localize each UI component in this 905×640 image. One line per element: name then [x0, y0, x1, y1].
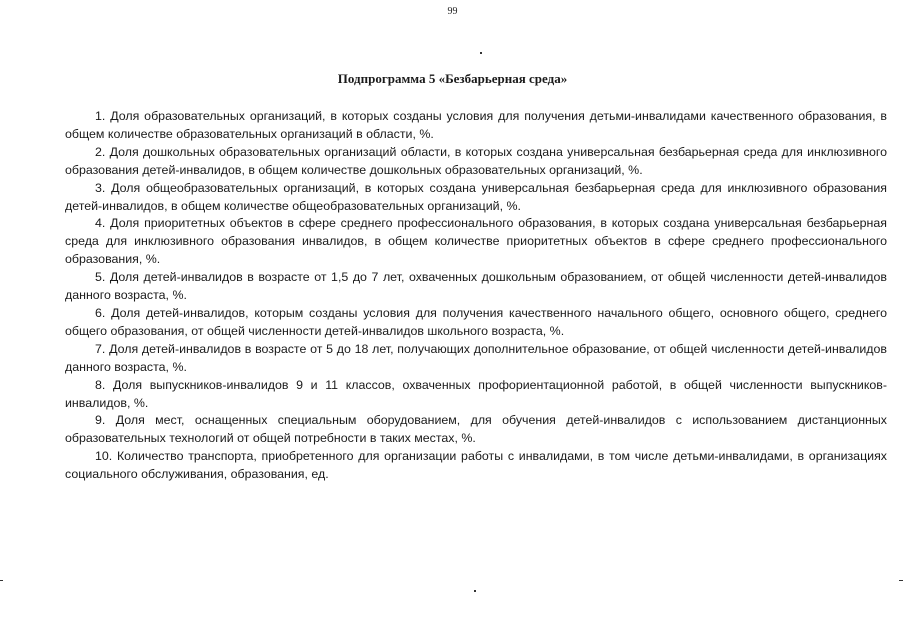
list-item: 8. Доля выпускников-инвалидов 9 и 11 классов, охваченных профориентационной работой, в общей численности выпускников-инвалидов, %.: [65, 377, 887, 410]
list-item: 6. Доля детей-инвалидов, которым созданы условия для получения качественного начального общего, основного общего, среднего общего образования, от общей численности детей-инвалидов школьного возраста, %.: [65, 305, 887, 338]
list-item: 5. Доля детей-инвалидов в возрасте от 1,5 до 7 лет, охваченных дошкольным образованием, от общей численности детей-инвалидов данного возраста, %.: [65, 270, 887, 303]
list-item: 7. Доля детей-инвалидов в возрасте от 5 до 18 лет, получающих дополнительное образование, от общей численности детей-инвалидов данного возраста, %.: [65, 341, 887, 374]
list-item: 4. Доля приоритетных объектов в сфере среднего профессионального образования, в которых создана универсальная безбарьерная среда для инклюзивного образования инвалидов, в общем количестве приоритетных объектов в сфере среднего профессионального образования, %.: [65, 216, 887, 267]
scan-speck: [0, 580, 3, 581]
indicator-list: [65, 108, 887, 484]
scan-speck: [480, 52, 482, 54]
scan-speck: [899, 580, 903, 581]
page-title: Подпрограмма 5 «Безбарьерная среда»: [337, 71, 568, 86]
page-number: 99: [447, 6, 458, 17]
list-item: 9. Доля мест, оснащенных специальным оборудованием, для обучения детей-инвалидов с использованием дистанционных образовательных технологий от общей потребности в таких местах, %.: [65, 413, 887, 446]
list-item: 10. Количество транспорта, приобретенного для организации работы с инвалидами, в том числе детьми-инвалидами, в организациях социального обслуживания, образования, ед.: [65, 449, 887, 482]
list-item: 3. Доля общеобразовательных организаций, в которых создана универсальная безбарьерная среда для инклюзивного образования детей-инвалидов, в общем количестве общеобразовательных организаций, %.: [65, 180, 887, 213]
list-item: 1. Доля образовательных организаций, в которых созданы условия для получения детьми-инвалидами качественного образования, в общем количестве образовательных организаций в области, %.: [65, 109, 887, 141]
list-item: 2. Доля дошкольных образовательных организаций области, в которых создана универсальная безбарьерная среда для инклюзивного образования детей-инвалидов, в общем количестве дошкольных образовательных организаций, %.: [65, 144, 887, 177]
scan-speck: [474, 590, 476, 592]
